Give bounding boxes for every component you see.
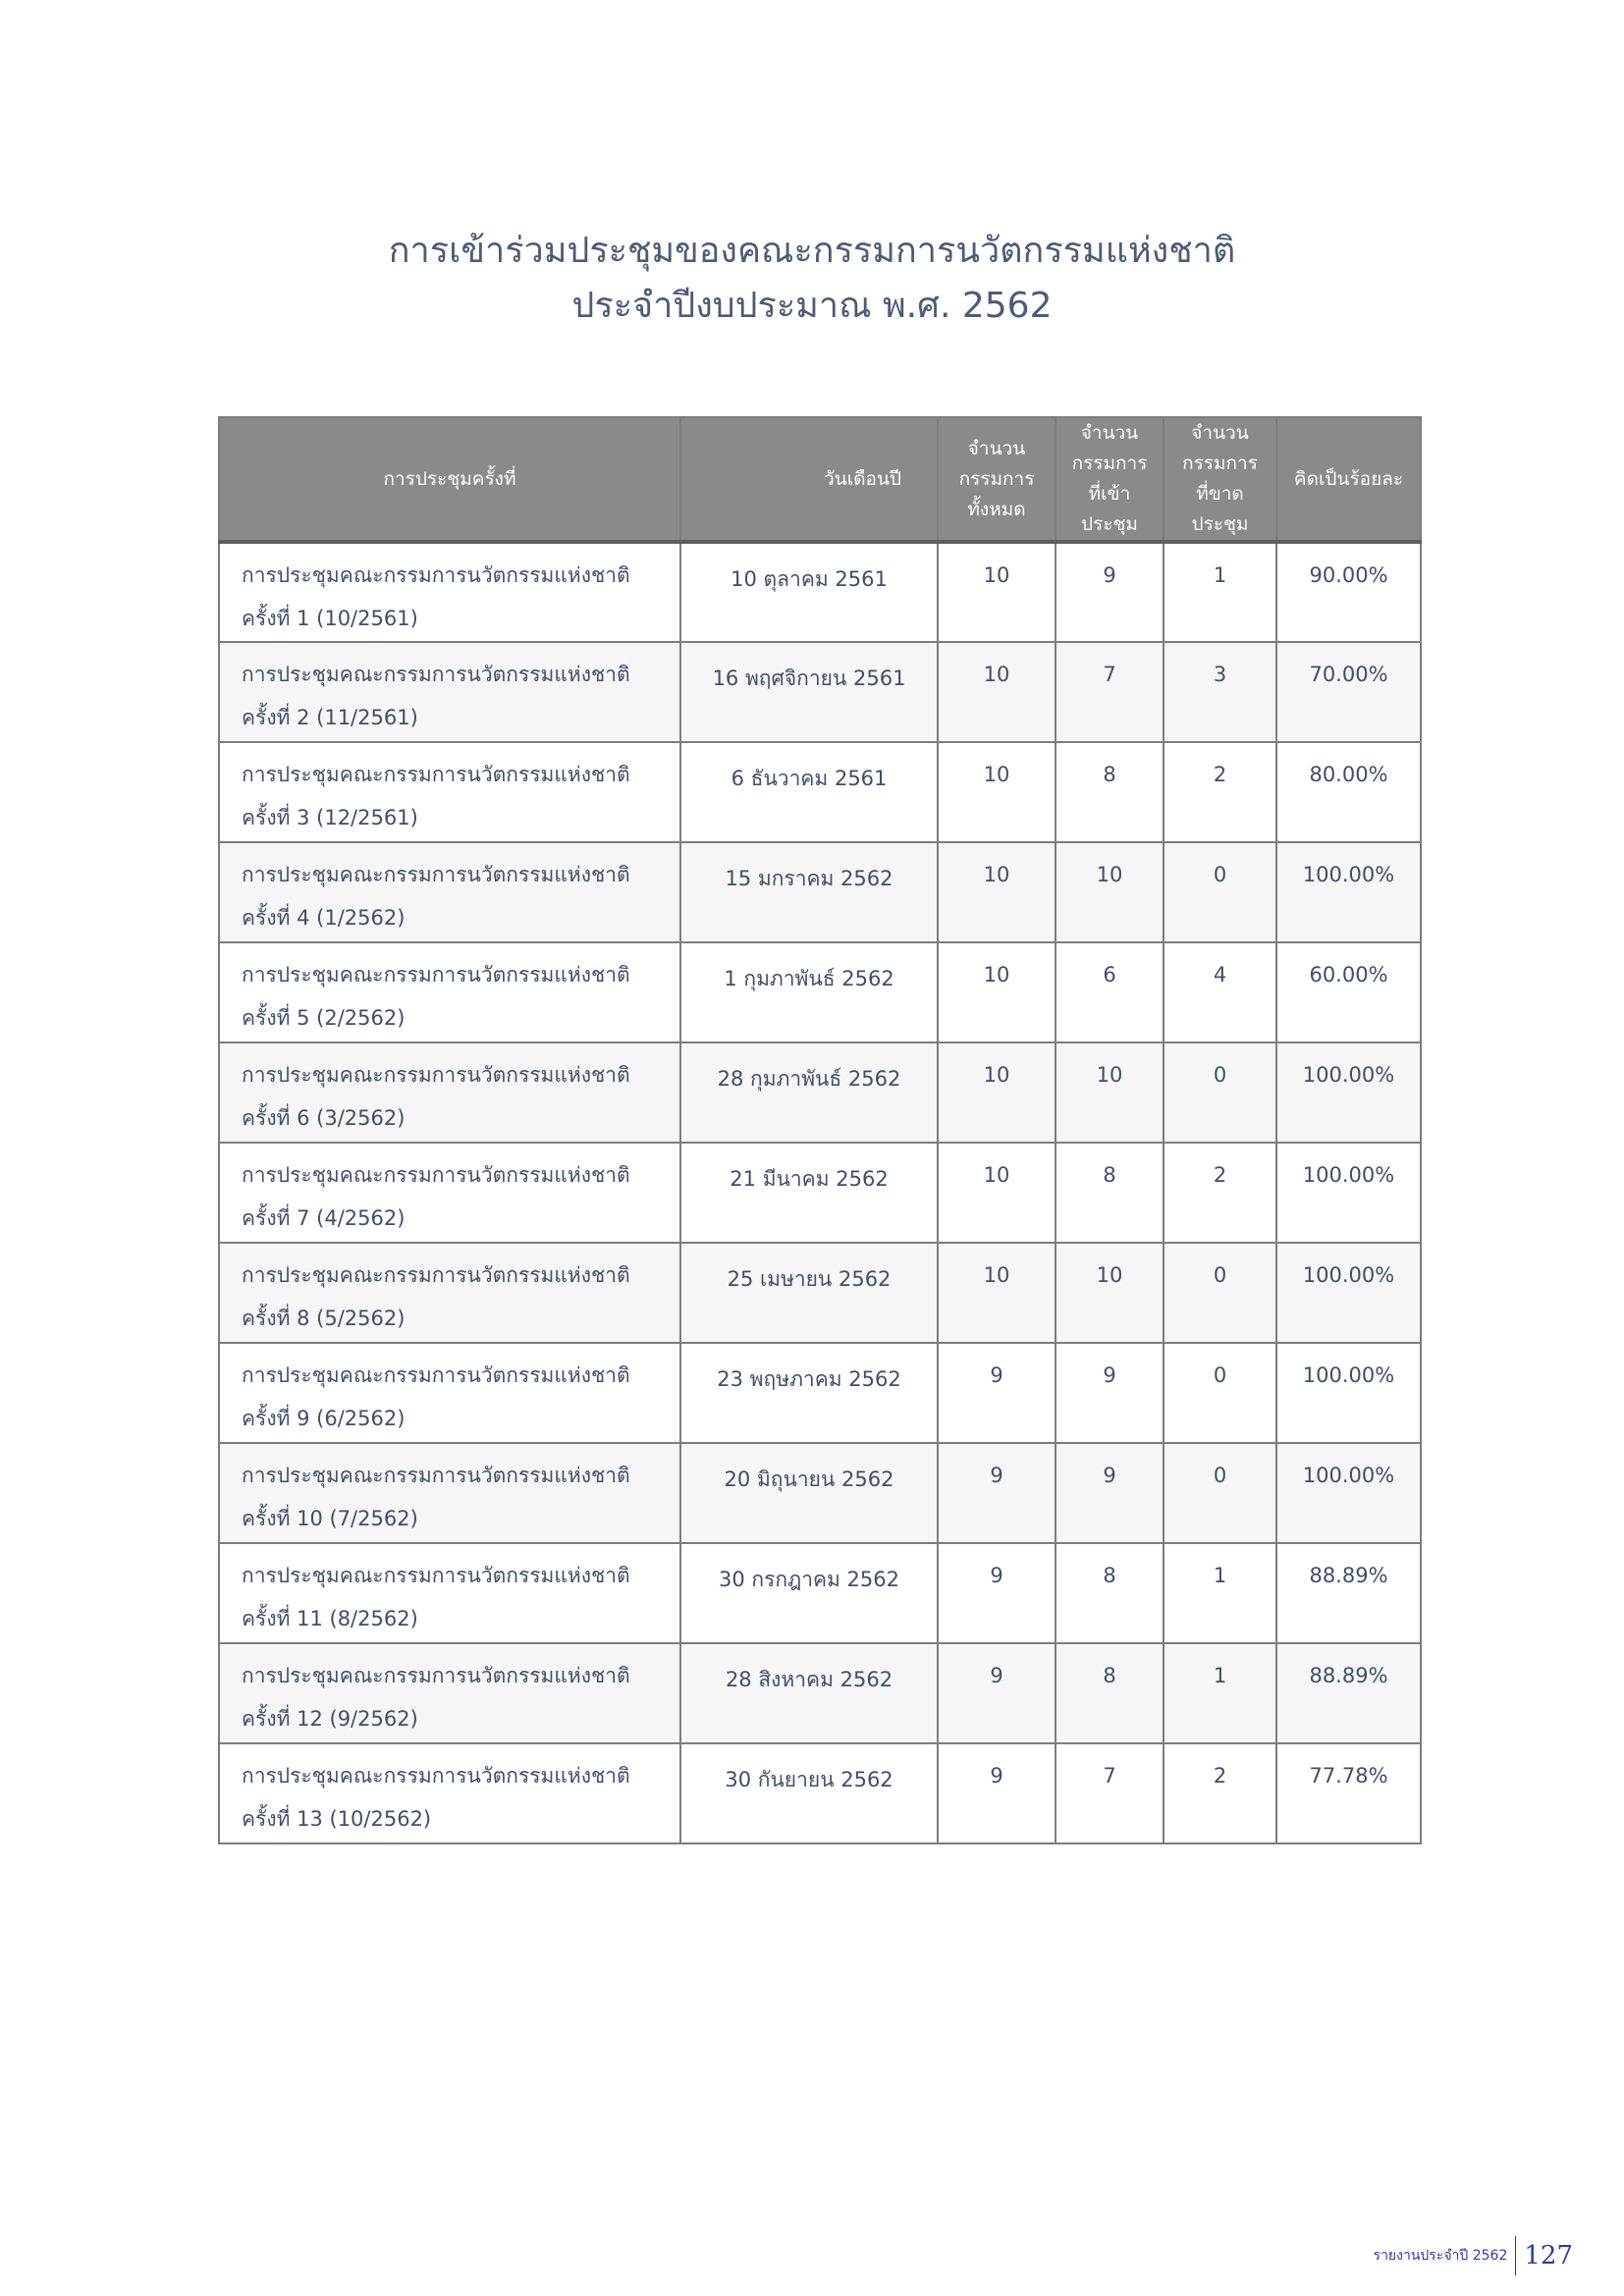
meeting-name: การประชุมคณะกรรมการนวัตกรรมแห่งชาติ xyxy=(242,1464,630,1487)
percent-cell: 100.00% xyxy=(1276,1042,1421,1143)
attendance-table xyxy=(218,416,1422,1844)
page-title-line1: การเข้าร่วมประชุมของคณะกรรมการนวัตกรรมแห่งชาติ xyxy=(388,231,1236,271)
date-cell: 15 มกราคม 2562 xyxy=(680,842,938,942)
meeting-cell xyxy=(219,542,680,642)
date-cell: 28 กุมภาพันธ์ 2562 xyxy=(680,1042,938,1143)
percent-cell: 100.00% xyxy=(1276,1243,1421,1343)
percent-cell: 100.00% xyxy=(1276,1143,1421,1243)
percent-cell: 90.00% xyxy=(1276,542,1421,642)
attended-cell: 9 xyxy=(1056,542,1164,642)
absent-cell: 2 xyxy=(1164,1743,1276,1843)
attended-cell: 9 xyxy=(1056,1343,1164,1443)
table-row xyxy=(219,1643,1421,1743)
meeting-number: ครั้งที่ 4 (1/2562) xyxy=(242,906,406,930)
meeting-cell xyxy=(219,1343,680,1443)
percent-cell: 100.00% xyxy=(1276,842,1421,942)
date-cell: 1 กุมภาพันธ์ 2562 xyxy=(680,942,938,1042)
meeting-name: การประชุมคณะกรรมการนวัตกรรมแห่งชาติ xyxy=(242,963,630,987)
meeting-number: ครั้งที่ 5 (2/2562) xyxy=(242,1006,406,1030)
date-cell: 23 พฤษภาคม 2562 xyxy=(680,1343,938,1443)
header-attended: จำนวน กรรมการ ที่เข้าประชุม xyxy=(1056,417,1164,542)
attended-cell: 7 xyxy=(1056,642,1164,742)
meeting-name: การประชุมคณะกรรมการนวัตกรรมแห่งชาติ xyxy=(242,763,630,786)
meeting-cell xyxy=(219,1543,680,1643)
date-cell: 10 ตุลาคม 2561 xyxy=(680,542,938,642)
footer-divider xyxy=(1515,2236,1516,2275)
page-number: 127 xyxy=(1524,2241,1573,2270)
meeting-number: ครั้งที่ 6 (3/2562) xyxy=(242,1106,406,1130)
meeting-name: การประชุมคณะกรรมการนวัตกรรมแห่งชาติ xyxy=(242,1163,630,1187)
header-meeting: การประชุมครั้งที่ xyxy=(219,417,680,542)
meeting-cell xyxy=(219,642,680,742)
percent-cell: 88.89% xyxy=(1276,1543,1421,1643)
table-row xyxy=(219,942,1421,1042)
absent-cell: 0 xyxy=(1164,1243,1276,1343)
meeting-number: ครั้งที่ 3 (12/2561) xyxy=(242,806,418,829)
absent-cell: 0 xyxy=(1164,1343,1276,1443)
total-cell: 9 xyxy=(938,1343,1056,1443)
table-row xyxy=(219,1743,1421,1843)
table-row xyxy=(219,1443,1421,1543)
meeting-cell xyxy=(219,1743,680,1843)
date-cell: 30 กันยายน 2562 xyxy=(680,1743,938,1843)
attended-cell: 8 xyxy=(1056,742,1164,842)
table-row xyxy=(219,842,1421,942)
meeting-name: การประชุมคณะกรรมการนวัตกรรมแห่งชาติ xyxy=(242,863,630,886)
meeting-cell xyxy=(219,1443,680,1543)
total-cell: 9 xyxy=(938,1743,1056,1843)
meeting-number: ครั้งที่ 9 (6/2562) xyxy=(242,1407,406,1430)
percent-cell: 60.00% xyxy=(1276,942,1421,1042)
absent-cell: 1 xyxy=(1164,542,1276,642)
absent-cell: 4 xyxy=(1164,942,1276,1042)
attended-cell: 6 xyxy=(1056,942,1164,1042)
absent-cell: 0 xyxy=(1164,1443,1276,1543)
meeting-cell xyxy=(219,1643,680,1743)
table-row xyxy=(219,1543,1421,1643)
percent-cell: 77.78% xyxy=(1276,1743,1421,1843)
total-cell: 9 xyxy=(938,1443,1056,1543)
meeting-number: ครั้งที่ 1 (10/2561) xyxy=(242,607,418,630)
meeting-cell xyxy=(219,1042,680,1143)
meeting-cell xyxy=(219,942,680,1042)
header-total: จำนวน กรรมการ ทั้งหมด xyxy=(938,417,1056,542)
date-cell: 16 พฤศจิกายน 2561 xyxy=(680,642,938,742)
meeting-name: การประชุมคณะกรรมการนวัตกรรมแห่งชาติ xyxy=(242,563,630,587)
meeting-cell xyxy=(219,1143,680,1243)
meeting-cell xyxy=(219,742,680,842)
meeting-name: การประชุมคณะกรรมการนวัตกรรมแห่งชาติ xyxy=(242,663,630,686)
absent-cell: 0 xyxy=(1164,842,1276,942)
total-cell: 10 xyxy=(938,642,1056,742)
attended-cell: 10 xyxy=(1056,1243,1164,1343)
attended-cell: 8 xyxy=(1056,1643,1164,1743)
date-cell: 25 เมษายน 2562 xyxy=(680,1243,938,1343)
percent-cell: 100.00% xyxy=(1276,1343,1421,1443)
meeting-name: การประชุมคณะกรรมการนวัตกรรมแห่งชาติ xyxy=(242,1564,630,1587)
date-cell: 30 กรกฎาคม 2562 xyxy=(680,1543,938,1643)
table-row xyxy=(219,542,1421,642)
table-row xyxy=(219,642,1421,742)
total-cell: 10 xyxy=(938,1042,1056,1143)
meeting-name: การประชุมคณะกรรมการนวัตกรรมแห่งชาติ xyxy=(242,1063,630,1087)
table-row xyxy=(219,1343,1421,1443)
attended-cell: 10 xyxy=(1056,1042,1164,1143)
meeting-cell xyxy=(219,1243,680,1343)
meeting-name: การประชุมคณะกรรมการนวัตกรรมแห่งชาติ xyxy=(242,1263,630,1287)
meeting-number: ครั้งที่ 13 (10/2562) xyxy=(242,1807,432,1831)
attended-cell: 7 xyxy=(1056,1743,1164,1843)
total-cell: 10 xyxy=(938,542,1056,642)
total-cell: 10 xyxy=(938,942,1056,1042)
header-absent: จำนวน กรรมการ ที่ขาดประชุม xyxy=(1164,417,1276,542)
total-cell: 10 xyxy=(938,1143,1056,1243)
table-row xyxy=(219,1042,1421,1143)
absent-cell: 1 xyxy=(1164,1643,1276,1743)
table-row xyxy=(219,1243,1421,1343)
total-cell: 10 xyxy=(938,742,1056,842)
total-cell: 10 xyxy=(938,1243,1056,1343)
attended-cell: 10 xyxy=(1056,842,1164,942)
meeting-number: ครั้งที่ 11 (8/2562) xyxy=(242,1607,418,1630)
page-title-line2: ประจำปีงบประมาณ พ.ศ. 2562 xyxy=(571,286,1053,326)
total-cell: 9 xyxy=(938,1643,1056,1743)
attended-cell: 9 xyxy=(1056,1443,1164,1543)
table-row xyxy=(219,1143,1421,1243)
meeting-name: การประชุมคณะกรรมการนวัตกรรมแห่งชาติ xyxy=(242,1363,630,1387)
absent-cell: 2 xyxy=(1164,742,1276,842)
page-footer xyxy=(1374,2236,1573,2275)
date-cell: 20 มิถุนายน 2562 xyxy=(680,1443,938,1543)
header-date: วันเดือนปี xyxy=(680,417,938,542)
date-cell: 28 สิงหาคม 2562 xyxy=(680,1643,938,1743)
footer-label: รายงานประจำปี 2562 xyxy=(1373,2248,1508,2264)
table-header-row xyxy=(219,417,1421,542)
meeting-number: ครั้งที่ 2 (11/2561) xyxy=(242,706,418,729)
percent-cell: 88.89% xyxy=(1276,1643,1421,1743)
percent-cell: 70.00% xyxy=(1276,642,1421,742)
absent-cell: 2 xyxy=(1164,1143,1276,1243)
meeting-number: ครั้งที่ 12 (9/2562) xyxy=(242,1707,418,1731)
attended-cell: 8 xyxy=(1056,1543,1164,1643)
total-cell: 10 xyxy=(938,842,1056,942)
meeting-name: การประชุมคณะกรรมการนวัตกรรมแห่งชาติ xyxy=(242,1664,630,1687)
percent-cell: 80.00% xyxy=(1276,742,1421,842)
absent-cell: 1 xyxy=(1164,1543,1276,1643)
meeting-number: ครั้งที่ 10 (7/2562) xyxy=(242,1507,418,1530)
date-cell: 21 มีนาคม 2562 xyxy=(680,1143,938,1243)
meeting-name: การประชุมคณะกรรมการนวัตกรรมแห่งชาติ xyxy=(242,1764,630,1788)
date-cell: 6 ธันวาคม 2561 xyxy=(680,742,938,842)
meeting-number: ครั้งที่ 8 (5/2562) xyxy=(242,1307,406,1330)
meeting-cell xyxy=(219,842,680,942)
meeting-number: ครั้งที่ 7 (4/2562) xyxy=(242,1206,406,1230)
total-cell: 9 xyxy=(938,1543,1056,1643)
absent-cell: 0 xyxy=(1164,1042,1276,1143)
table-row xyxy=(219,742,1421,842)
percent-cell: 100.00% xyxy=(1276,1443,1421,1543)
header-percent: คิดเป็นร้อยละ xyxy=(1276,417,1421,542)
absent-cell: 3 xyxy=(1164,642,1276,742)
attended-cell: 8 xyxy=(1056,1143,1164,1243)
